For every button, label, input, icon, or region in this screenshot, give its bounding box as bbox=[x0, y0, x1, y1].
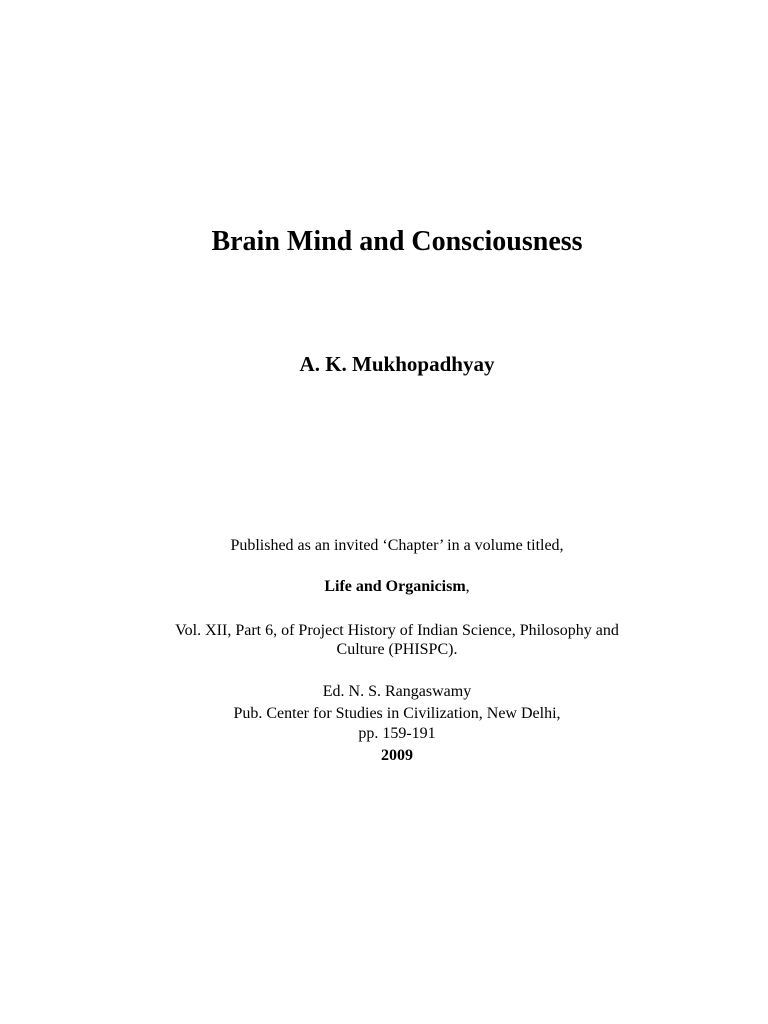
author-name: A. K. Mukhopadhyay bbox=[299, 352, 495, 376]
publication-year: 2009 bbox=[381, 747, 413, 764]
volume-description-line-1: Vol. XII, Part 6, of Project History of Indian Science, Philosophy and bbox=[175, 622, 619, 639]
document-title: Brain Mind and Consciousness bbox=[211, 226, 583, 257]
editor-line: Ed. N. S. Rangaswamy bbox=[322, 683, 472, 700]
volume-title-punctuation: , bbox=[465, 578, 470, 595]
publication-intro: Published as an invited ‘Chapter’ in a volume titled, bbox=[230, 537, 564, 554]
volume-title: Life and Organicism bbox=[324, 578, 466, 595]
pages-line: pp. 159-191 bbox=[358, 725, 436, 742]
volume-description-line-2: Culture (PHISPC). bbox=[336, 641, 458, 658]
volume-title-line bbox=[0, 577, 768, 596]
publisher-line: Pub. Center for Studies in Civilization, New Delhi, bbox=[233, 705, 561, 722]
